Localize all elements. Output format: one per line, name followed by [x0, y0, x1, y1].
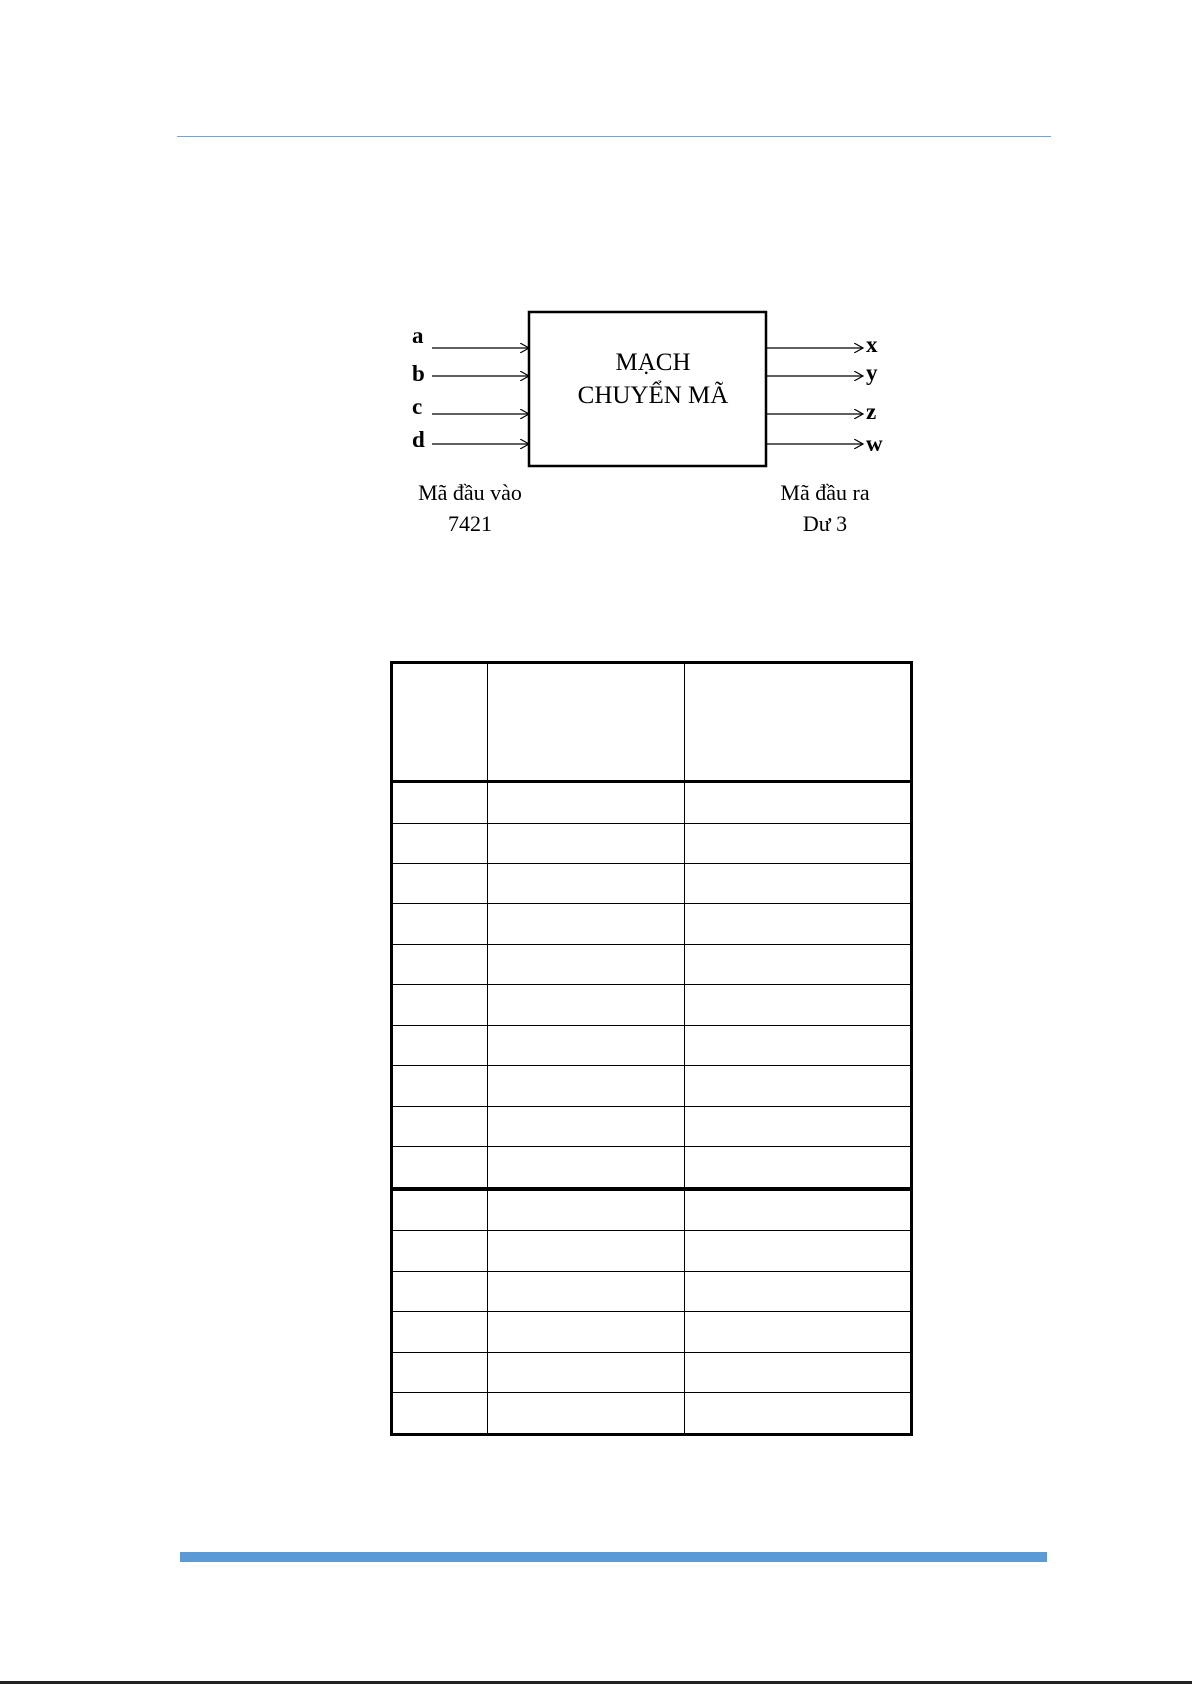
output-label-z: z [866, 399, 877, 424]
table-row [392, 1066, 912, 1106]
input-label-d: d [412, 427, 425, 452]
table-body [392, 782, 912, 1435]
table-cell [685, 1312, 912, 1352]
table-cell [685, 985, 912, 1025]
table-cell [488, 1147, 685, 1189]
table-header-cell [392, 663, 488, 782]
table-cell [685, 904, 912, 944]
table-cell [488, 1025, 685, 1065]
table-cell [685, 1271, 912, 1311]
table-cell [488, 1106, 685, 1146]
table-cell [488, 1312, 685, 1352]
table-cell [488, 1066, 685, 1106]
table-cell [685, 1189, 912, 1231]
output-caption-line1: Mã đầu ra [780, 480, 870, 505]
table-cell [685, 1147, 912, 1189]
table-cell [392, 1147, 488, 1189]
table-cell [488, 1271, 685, 1311]
input-caption-line2: 7421 [448, 511, 492, 536]
table-row [392, 1106, 912, 1146]
table-cell [392, 823, 488, 863]
table-row [392, 1189, 912, 1231]
table-cell [685, 1393, 912, 1435]
table-row [392, 1312, 912, 1352]
table-row [392, 985, 912, 1025]
table-cell [488, 944, 685, 984]
output-label-y: y [866, 360, 878, 385]
table-cell [392, 782, 488, 824]
truth-table [390, 661, 913, 1436]
table-cell [392, 1231, 488, 1271]
table-cell [392, 1106, 488, 1146]
table-row [392, 1393, 912, 1435]
table-cell [685, 944, 912, 984]
table-cell [685, 1025, 912, 1065]
table-cell [488, 1189, 685, 1231]
input-label-c: c [412, 394, 423, 419]
table-row [392, 782, 912, 824]
table-cell [392, 944, 488, 984]
table-row [392, 823, 912, 863]
code-converter-diagram [0, 0, 1192, 560]
table-row [392, 1025, 912, 1065]
table-cell [392, 985, 488, 1025]
table-cell [488, 823, 685, 863]
table-cell [685, 782, 912, 824]
table-cell [685, 864, 912, 904]
output-label-w: w [866, 431, 883, 456]
table-row [392, 1147, 912, 1189]
table-header-cell [488, 663, 685, 782]
table-cell [488, 904, 685, 944]
table-row [392, 1231, 912, 1271]
input-label-a: a [412, 323, 424, 348]
output-caption-line2: Dư 3 [802, 511, 848, 536]
table-cell [488, 782, 685, 824]
table-cell [685, 1106, 912, 1146]
block-label-line1: MẠCH [615, 349, 691, 376]
table-cell [392, 1025, 488, 1065]
output-label-x: x [866, 332, 878, 357]
table-cell [392, 1189, 488, 1231]
table-cell [488, 864, 685, 904]
table-row [392, 904, 912, 944]
table-cell [392, 1066, 488, 1106]
table-cell [685, 823, 912, 863]
table-cell [392, 1352, 488, 1392]
input-caption-line1: Mã đầu vào [418, 480, 522, 505]
table-cell [392, 864, 488, 904]
block-label-line2: CHUYỂN MÃ [577, 382, 729, 409]
table-cell [392, 1393, 488, 1435]
table-cell [488, 985, 685, 1025]
table-header-cell [685, 663, 912, 782]
table-cell [392, 1271, 488, 1311]
table-cell [488, 1352, 685, 1392]
table-cell [488, 1231, 685, 1271]
table-cell [685, 1231, 912, 1271]
table-row [392, 944, 912, 984]
table-row [392, 1271, 912, 1311]
table-row [392, 1352, 912, 1392]
table-cell [488, 1393, 685, 1435]
table-cell [392, 1312, 488, 1352]
footer-bar [180, 1552, 1047, 1562]
table-cell [685, 1352, 912, 1392]
table-header-row [392, 663, 912, 782]
table-cell [392, 904, 488, 944]
table-row [392, 864, 912, 904]
table-cell [685, 1066, 912, 1106]
input-label-b: b [412, 361, 425, 386]
